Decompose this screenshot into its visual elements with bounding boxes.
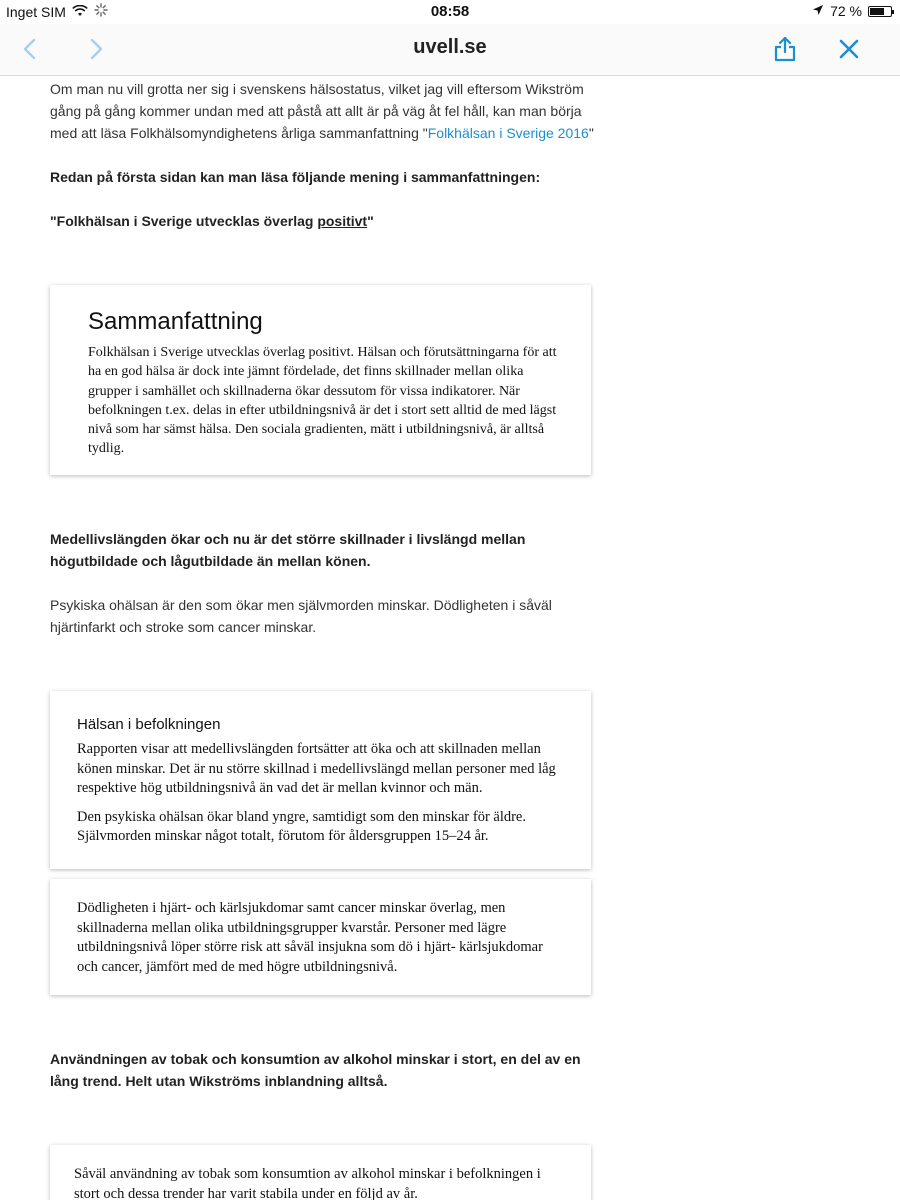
intro-text: Om man nu vill grotta ner sig i svenskens hälsostatus, vilket jag vill eftersom Wikström gång på gång kommer undan med att påstå att allt är på väg åt fel håll, kan man börja med att läsa Folkhälsomyndighetens årliga sammanfattning " (50, 81, 584, 141)
intro-text-end: " (588, 125, 594, 141)
summary-body: Folkhälsan i Sverige utvecklas överlag positivt. Hälsan och förutsättningarna för att ha en god hälsa är dock inte jämnt fördelade, det finns skillnader mellan olika grupper i samhället och skillnaderna ökar dessutom för vissa indikatorer. När befolkningen t.ex. delas in efter utbildningsnivå är det i stort sett alltid de med lägst nivå som har sämst hälsa. Den sociala gradienten, mätt i utbildningsnivå, är alltså tydlig. (88, 345, 557, 457)
quote-end: " (367, 213, 374, 229)
mortality-body: Dödligheten i hjärt- och kärlsjukdomar samt cancer minskar överlag, men skillnaderna mellan olika utbildningsgrupper kvarstår. Personer med lägre utbildningsnivå löper större risk att såväl insjukna som dö i hjärt- kärlsjukdomar och cancer, jämfört med de med högre utbildningsnivå. (77, 900, 543, 975)
tobacco-alcohol-text: Användningen av tobak och konsumtion av alkohol minskar i stort, en del av en lång trend. Helt utan Wikströms inblandning alltså. (50, 1051, 581, 1089)
first-page-line: Redan på första sidan kan man läsa följande mening i sammanfattningen: (50, 169, 541, 185)
location-arrow-icon (812, 3, 824, 19)
population-health-para1: Rapporten visar att medellivslängden fortsätter att öka och att skillnaden mellan könen minskar. Det är nu större skillnad i medellivslängd mellan personer med låg respektive hög utbildningsnivå än vad det är mellan kvinnor och män. (77, 741, 556, 796)
report-link[interactable]: Folkhälsan i Sverige 2016 (427, 125, 589, 141)
status-bar (0, 0, 900, 24)
clock: 08:58 (430, 3, 470, 20)
summary-heading: Sammanfattning (88, 308, 263, 335)
page-title: uvell.se (413, 36, 487, 58)
mental-health-text: Psykiska ohälsan är den som ökar men självmorden minskar. Dödligheten i såväl hjärtinfarkt och stroke som cancer minskar. (50, 597, 552, 635)
share-icon (773, 36, 797, 62)
battery-icon (868, 6, 892, 17)
close-button[interactable] (832, 34, 866, 64)
population-health-heading: Hälsan i befolkningen (77, 716, 221, 733)
carrier-label: Inget SIM (6, 3, 66, 20)
mortality-card (50, 879, 591, 995)
status-right (812, 3, 892, 19)
tobacco-alcohol-body: Såväl användning av tobak som konsumtion av alkohol minskar i befolkningen i stort och dessa trender har varit stabila under en följd av år. (74, 1166, 541, 1200)
quote-line (50, 210, 595, 232)
life-expectancy-text: Medellivslängden ökar och nu är det större skillnader i livslängd mellan högutbildade och lågutbildade än mellan könen. (50, 531, 526, 569)
summary-excerpt-card (50, 285, 591, 475)
share-button[interactable] (768, 34, 802, 64)
article-body (50, 78, 595, 144)
browser-nav-bar (0, 24, 900, 76)
quote-underlined: positivt (317, 213, 368, 229)
battery-fill (870, 8, 884, 15)
battery-percent: 72 % (830, 3, 862, 19)
tobacco-alcohol-card (50, 1145, 591, 1200)
close-icon (838, 38, 860, 60)
quote-text: "Folkhälsan i Sverige utvecklas överlag (50, 213, 318, 229)
population-health-para2: Den psykiska ohälsan ökar bland yngre, samtidigt som den minskar för äldre. Självmorden minskar något totalt, förutom för åldersgruppen 15–24 år. (77, 808, 526, 844)
intro-paragraph (50, 78, 595, 144)
population-health-card (50, 691, 591, 869)
